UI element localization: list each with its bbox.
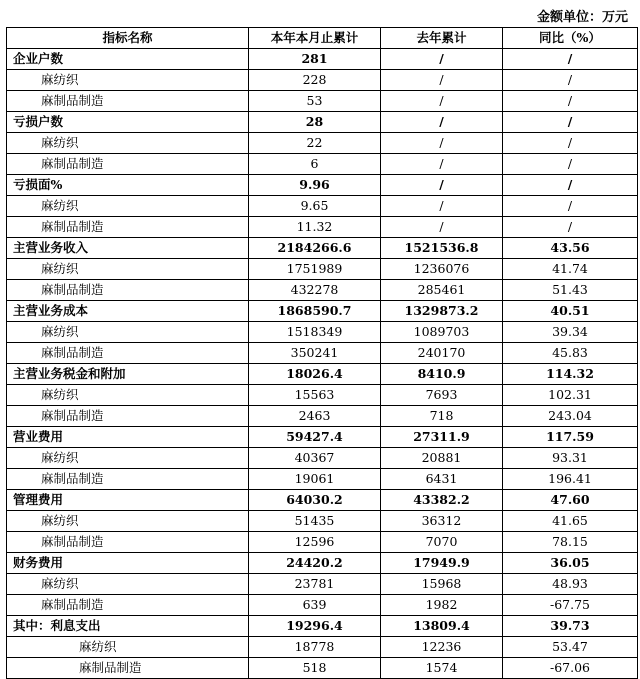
table-row xyxy=(7,448,638,469)
table-row xyxy=(7,175,638,196)
yoy-cell: 196.41 xyxy=(503,469,638,490)
table-row xyxy=(7,364,638,385)
row-name: 亏损面% xyxy=(7,175,249,196)
row-name: 营业费用 xyxy=(7,427,249,448)
yoy-cell: 41.65 xyxy=(503,511,638,532)
table-row xyxy=(7,658,638,679)
table-row xyxy=(7,259,638,280)
yoy-cell: 117.59 xyxy=(503,427,638,448)
current-cumulative-cell: 51435 xyxy=(249,511,381,532)
last-year-cumulative-cell: 6431 xyxy=(381,469,503,490)
last-year-cumulative-cell: 36312 xyxy=(381,511,503,532)
yoy-cell: 243.04 xyxy=(503,406,638,427)
table-row xyxy=(7,49,638,70)
yoy-cell: 41.74 xyxy=(503,259,638,280)
row-name: 管理费用 xyxy=(7,490,249,511)
table-row xyxy=(7,196,638,217)
row-name: 麻制品制造 xyxy=(7,406,249,427)
yoy-cell: / xyxy=(503,175,638,196)
row-name: 麻纺织 xyxy=(7,511,249,532)
last-year-cumulative-cell: / xyxy=(381,91,503,112)
current-cumulative-cell: 22 xyxy=(249,133,381,154)
current-cumulative-cell: 2184266.6 xyxy=(249,238,381,259)
table-row xyxy=(7,595,638,616)
last-year-cumulative-cell: / xyxy=(381,154,503,175)
yoy-cell: 45.83 xyxy=(503,343,638,364)
row-name: 麻纺织 xyxy=(7,385,249,406)
last-year-cumulative-cell: 7693 xyxy=(381,385,503,406)
last-year-cumulative-cell: 8410.9 xyxy=(381,364,503,385)
yoy-cell: -67.06 xyxy=(503,658,638,679)
current-cumulative-cell: 18778 xyxy=(249,637,381,658)
table-row xyxy=(7,154,638,175)
current-cumulative-cell: 40367 xyxy=(249,448,381,469)
row-name: 麻制品制造 xyxy=(7,595,249,616)
yoy-cell: 102.31 xyxy=(503,385,638,406)
table-row xyxy=(7,637,638,658)
current-cumulative-cell: 350241 xyxy=(249,343,381,364)
yoy-cell: / xyxy=(503,112,638,133)
row-name: 麻纺织 xyxy=(7,196,249,217)
last-year-cumulative-cell: / xyxy=(381,112,503,133)
table-row xyxy=(7,553,638,574)
current-cumulative-cell: 15563 xyxy=(249,385,381,406)
current-cumulative-cell: 6 xyxy=(249,154,381,175)
yoy-cell: -67.75 xyxy=(503,595,638,616)
row-name: 麻纺织 xyxy=(7,70,249,91)
row-name: 麻制品制造 xyxy=(7,154,249,175)
last-year-cumulative-cell: 13809.4 xyxy=(381,616,503,637)
table-row xyxy=(7,301,638,322)
last-year-cumulative-cell: / xyxy=(381,70,503,91)
yoy-cell: / xyxy=(503,217,638,238)
yoy-cell: 53.47 xyxy=(503,637,638,658)
yoy-cell: / xyxy=(503,70,638,91)
last-year-cumulative-cell: 285461 xyxy=(381,280,503,301)
row-name: 主营业务成本 xyxy=(7,301,249,322)
row-name: 企业户数 xyxy=(7,49,249,70)
current-cumulative-cell: 11.32 xyxy=(249,217,381,238)
current-cumulative-cell: 228 xyxy=(249,70,381,91)
table-row xyxy=(7,574,638,595)
row-name: 财务费用 xyxy=(7,553,249,574)
last-year-cumulative-cell: 1236076 xyxy=(381,259,503,280)
last-year-cumulative-cell: / xyxy=(381,49,503,70)
current-cumulative-cell: 281 xyxy=(249,49,381,70)
yoy-cell: / xyxy=(503,91,638,112)
row-name: 主营业务收入 xyxy=(7,238,249,259)
yoy-cell: / xyxy=(503,133,638,154)
row-name: 麻制品制造 xyxy=(7,91,249,112)
last-year-cumulative-cell: 12236 xyxy=(381,637,503,658)
last-year-cumulative-cell: 7070 xyxy=(381,532,503,553)
table-row xyxy=(7,511,638,532)
table-row xyxy=(7,322,638,343)
current-cumulative-cell: 639 xyxy=(249,595,381,616)
table-row xyxy=(7,385,638,406)
yoy-cell: 114.32 xyxy=(503,364,638,385)
last-year-cumulative-cell: 20881 xyxy=(381,448,503,469)
yoy-cell: / xyxy=(503,154,638,175)
current-cumulative-cell: 9.96 xyxy=(249,175,381,196)
current-cumulative-cell: 1868590.7 xyxy=(249,301,381,322)
current-cumulative-cell: 2463 xyxy=(249,406,381,427)
header-yoy: 同比（%） xyxy=(503,28,638,49)
yoy-cell: 48.93 xyxy=(503,574,638,595)
last-year-cumulative-cell: 27311.9 xyxy=(381,427,503,448)
last-year-cumulative-cell: 1574 xyxy=(381,658,503,679)
row-name: 亏损户数 xyxy=(7,112,249,133)
statistics-table xyxy=(6,27,638,679)
table-row xyxy=(7,490,638,511)
row-name: 麻纺织 xyxy=(7,133,249,154)
row-name: 麻制品制造 xyxy=(7,217,249,238)
yoy-cell: 36.05 xyxy=(503,553,638,574)
current-cumulative-cell: 64030.2 xyxy=(249,490,381,511)
last-year-cumulative-cell: / xyxy=(381,133,503,154)
current-cumulative-cell: 518 xyxy=(249,658,381,679)
table-row xyxy=(7,238,638,259)
last-year-cumulative-cell: 240170 xyxy=(381,343,503,364)
current-cumulative-cell: 59427.4 xyxy=(249,427,381,448)
table-row xyxy=(7,133,638,154)
current-cumulative-cell: 1751989 xyxy=(249,259,381,280)
last-year-cumulative-cell: 1089703 xyxy=(381,322,503,343)
table-row xyxy=(7,532,638,553)
row-name: 麻制品制造 xyxy=(7,343,249,364)
last-year-cumulative-cell: 1521536.8 xyxy=(381,238,503,259)
header-indicator-name: 指标名称 xyxy=(7,28,249,49)
last-year-cumulative-cell: / xyxy=(381,196,503,217)
yoy-cell: 40.51 xyxy=(503,301,638,322)
current-cumulative-cell: 19061 xyxy=(249,469,381,490)
last-year-cumulative-cell: / xyxy=(381,217,503,238)
table-row xyxy=(7,469,638,490)
table-row xyxy=(7,343,638,364)
last-year-cumulative-cell: 1329873.2 xyxy=(381,301,503,322)
last-year-cumulative-cell: 43382.2 xyxy=(381,490,503,511)
unit-label: 金额单位：万元 xyxy=(536,10,628,25)
current-cumulative-cell: 432278 xyxy=(249,280,381,301)
yoy-cell: 43.56 xyxy=(503,238,638,259)
current-cumulative-cell: 28 xyxy=(249,112,381,133)
current-cumulative-cell: 12596 xyxy=(249,532,381,553)
yoy-cell: 47.60 xyxy=(503,490,638,511)
header-last-year-cumulative: 去年累计 xyxy=(381,28,503,49)
row-name: 麻纺织 xyxy=(7,448,249,469)
last-year-cumulative-cell: 718 xyxy=(381,406,503,427)
table-row xyxy=(7,427,638,448)
current-cumulative-cell: 9.65 xyxy=(249,196,381,217)
row-name: 其中：利息支出 xyxy=(7,616,249,637)
row-name: 主营业务税金和附加 xyxy=(7,364,249,385)
yoy-cell: / xyxy=(503,49,638,70)
table-row xyxy=(7,91,638,112)
row-name: 麻制品制造 xyxy=(7,532,249,553)
yoy-cell: 93.31 xyxy=(503,448,638,469)
current-cumulative-cell: 19296.4 xyxy=(249,616,381,637)
header-row xyxy=(7,28,638,49)
table-row xyxy=(7,70,638,91)
yoy-cell: / xyxy=(503,196,638,217)
row-name: 麻纺织 xyxy=(7,637,249,658)
current-cumulative-cell: 23781 xyxy=(249,574,381,595)
current-cumulative-cell: 53 xyxy=(249,91,381,112)
current-cumulative-cell: 18026.4 xyxy=(249,364,381,385)
row-name: 麻纺织 xyxy=(7,322,249,343)
yoy-cell: 51.43 xyxy=(503,280,638,301)
row-name: 麻纺织 xyxy=(7,259,249,280)
last-year-cumulative-cell: 1982 xyxy=(381,595,503,616)
yoy-cell: 39.34 xyxy=(503,322,638,343)
yoy-cell: 78.15 xyxy=(503,532,638,553)
last-year-cumulative-cell: 15968 xyxy=(381,574,503,595)
table-row xyxy=(7,112,638,133)
table-row xyxy=(7,280,638,301)
table-row xyxy=(7,217,638,238)
header-current-cumulative: 本年本月止累计 xyxy=(249,28,381,49)
yoy-cell: 39.73 xyxy=(503,616,638,637)
current-cumulative-cell: 1518349 xyxy=(249,322,381,343)
table-body xyxy=(7,49,638,679)
row-name: 麻制品制造 xyxy=(7,469,249,490)
row-name: 麻制品制造 xyxy=(7,658,249,679)
current-cumulative-cell: 24420.2 xyxy=(249,553,381,574)
last-year-cumulative-cell: / xyxy=(381,175,503,196)
table-row xyxy=(7,406,638,427)
last-year-cumulative-cell: 17949.9 xyxy=(381,553,503,574)
table-row xyxy=(7,616,638,637)
row-name: 麻纺织 xyxy=(7,574,249,595)
row-name: 麻制品制造 xyxy=(7,280,249,301)
